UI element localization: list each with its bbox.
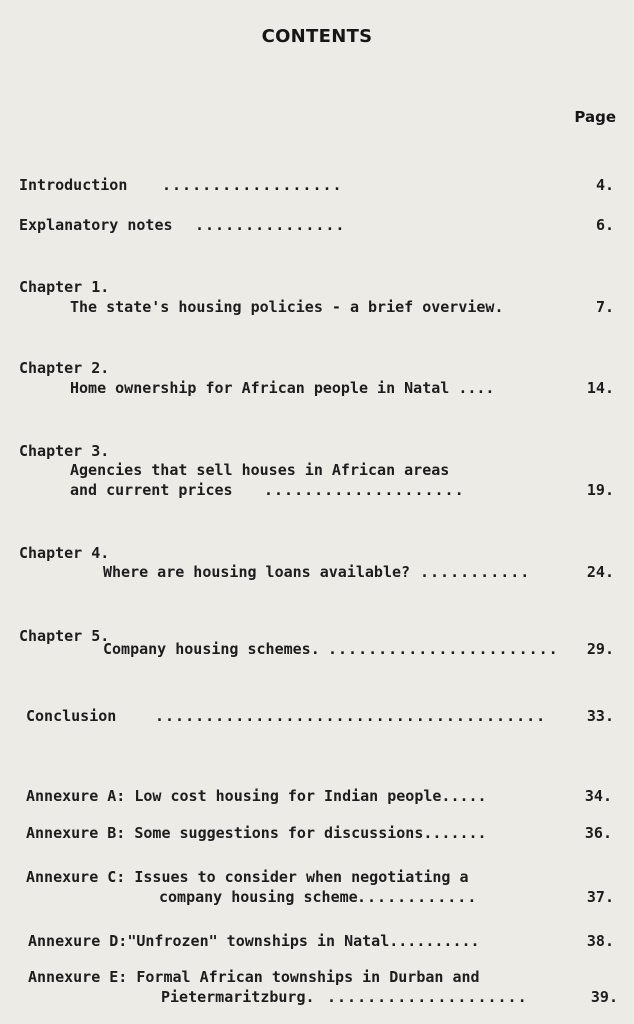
toc-entry-label: Annexure A: Low cost housing for Indian people..... <box>26 787 487 805</box>
toc-entry-label: Home ownership for African people in Natal .... <box>70 379 495 397</box>
toc-entry-annexure-a <box>0 786 634 810</box>
toc-entry-label: Annexure D:"Unfrozen" townships in Natal.......... <box>28 932 480 950</box>
toc-entry-annexure-d <box>0 931 634 955</box>
toc-entry-annexure-c <box>0 887 634 911</box>
toc-entry-chapter-3-line1: Agencies that sell houses in African areas <box>70 461 450 479</box>
toc-leader-dots: ....................... <box>328 640 559 658</box>
toc-entry-label: Where are housing loans available? <box>103 563 411 581</box>
chapter-1-heading: Chapter 1. <box>19 278 110 296</box>
toc-leader-dots: ............... <box>195 216 346 234</box>
toc-leader-dots: .................... <box>327 988 528 1006</box>
toc-entry-label: Conclusion <box>26 707 117 725</box>
toc-page-number: 34. <box>584 787 612 805</box>
toc-page-number: 36. <box>584 824 612 842</box>
chapter-4-heading: Chapter 4. <box>19 544 110 562</box>
toc-entry-label: and current prices <box>70 481 233 499</box>
toc-entry-annexure-b <box>0 823 634 847</box>
toc-page-number: 7. <box>595 298 614 316</box>
toc-entry-annexure-e <box>0 987 634 1011</box>
toc-entry-label: The state's housing policies - a brief overview. <box>70 298 504 316</box>
toc-leader-dots: ........... <box>420 563 531 581</box>
toc-page-number: 29. <box>586 640 614 658</box>
toc-entry-label: Company housing schemes. <box>103 640 320 658</box>
toc-entry-conclusion <box>0 706 634 730</box>
toc-entry-label: company housing scheme <box>159 888 358 906</box>
toc-leader-dots: .................... <box>264 481 465 499</box>
toc-entry-chapter-1 <box>0 297 634 321</box>
toc-entry-chapter-3 <box>0 480 634 504</box>
toc-entry-chapter-2 <box>0 378 634 402</box>
toc-entry-label: Explanatory notes <box>19 216 173 234</box>
toc-leader-dots: ............ <box>357 888 478 906</box>
toc-page-number: 39. <box>590 988 618 1006</box>
page-column-label: Page <box>574 108 616 126</box>
toc-entry-explanatory-notes <box>0 215 634 239</box>
chapter-5-heading: Chapter 5. <box>19 627 110 645</box>
toc-entry-chapter-5 <box>0 639 634 663</box>
toc-entry-annexure-c-line1: Annexure C: Issues to consider when negotiating a <box>26 868 469 886</box>
toc-page-number: 19. <box>586 481 614 499</box>
toc-entry-chapter-4 <box>0 562 634 586</box>
toc-entry-label: Annexure B: Some suggestions for discussions....... <box>26 824 487 842</box>
toc-page-number: 6. <box>595 216 614 234</box>
toc-entry-label: Introduction <box>19 176 128 194</box>
toc-leader-dots: .................. <box>162 176 343 194</box>
page-title: CONTENTS <box>261 26 373 47</box>
toc-entry-introduction <box>0 175 634 199</box>
toc-entry-label: Pietermaritzburg. <box>161 988 315 1006</box>
chapter-2-heading: Chapter 2. <box>19 359 110 377</box>
toc-page-number: 38. <box>586 932 614 950</box>
toc-leader-dots: ....................................... <box>155 707 547 725</box>
toc-page-number: 24. <box>586 563 614 581</box>
toc-page-number: 33. <box>586 707 614 725</box>
chapter-3-heading: Chapter 3. <box>19 442 110 460</box>
toc-page-number: 37. <box>586 888 614 906</box>
toc-page-number: 14. <box>586 379 614 397</box>
toc-page-number: 4. <box>595 176 614 194</box>
toc-entry-annexure-e-line1: Annexure E: Formal African townships in Durban and <box>28 968 480 986</box>
